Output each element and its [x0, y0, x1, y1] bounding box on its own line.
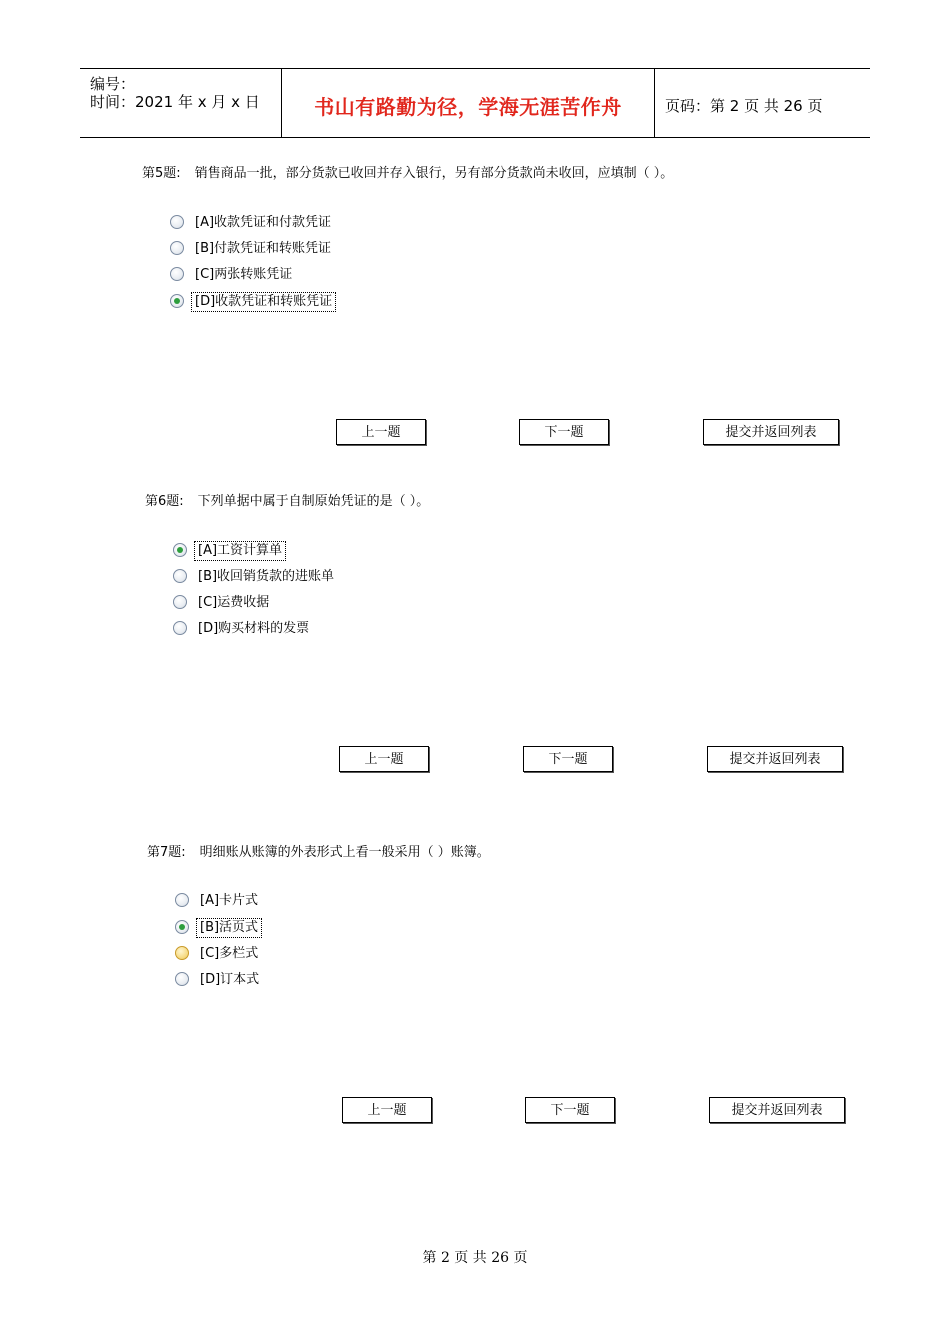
option-label: [B]付款凭证和转账凭证: [195, 241, 332, 256]
question-number: 第6题:: [145, 494, 184, 509]
question-title: [145, 490, 429, 509]
next-question-button[interactable]: 下一题: [525, 1097, 615, 1123]
page-info: 页码：第 2 页 共 26 页: [665, 97, 823, 115]
radio-icon[interactable]: [175, 893, 189, 907]
document-header: [80, 68, 870, 138]
question-title: [142, 162, 673, 181]
question-text: 下列单据中属于自制原始凭证的是（ ）。: [197, 494, 430, 509]
next-question-button[interactable]: 下一题: [523, 746, 613, 772]
radio-selected-icon[interactable]: [173, 543, 187, 557]
motto: 书山有路勤为径，学海无涯苦作舟: [314, 95, 622, 119]
prev-question-button[interactable]: 上一题: [339, 746, 429, 772]
submit-return-button[interactable]: 提交并返回列表: [709, 1097, 845, 1123]
radio-selected-icon[interactable]: [170, 294, 184, 308]
radio-icon[interactable]: [170, 267, 184, 281]
serial-label: 编号：: [90, 75, 136, 93]
next-question-button[interactable]: 下一题: [519, 419, 609, 445]
header-page-cell: [655, 69, 870, 137]
question-number: 第5题:: [142, 166, 181, 181]
radio-icon[interactable]: [173, 569, 187, 583]
header-motto-cell: [281, 69, 655, 137]
option-label: [D]购买材料的发票: [198, 621, 310, 636]
page-footer: 第 2 页 共 26 页: [422, 1250, 528, 1266]
submit-return-button[interactable]: 提交并返回列表: [707, 746, 843, 772]
prev-question-button[interactable]: 上一题: [342, 1097, 432, 1123]
prev-question-button[interactable]: 上一题: [336, 419, 426, 445]
radio-icon[interactable]: [170, 241, 184, 255]
radio-hover-icon[interactable]: [175, 946, 189, 960]
option-label: [C]两张转账凭证: [195, 267, 293, 282]
submit-return-button[interactable]: 提交并返回列表: [703, 419, 839, 445]
radio-selected-icon[interactable]: [175, 920, 189, 934]
header-meta-cell: [80, 69, 280, 137]
radio-icon[interactable]: [173, 595, 187, 609]
option-label: [C]多栏式: [200, 946, 259, 961]
option-label: [A]卡片式: [200, 893, 259, 908]
option-label: [A]收款凭证和付款凭证: [195, 215, 332, 230]
radio-icon[interactable]: [170, 215, 184, 229]
option-label: [D]订本式: [200, 972, 260, 987]
option-label: [D]收款凭证和转账凭证: [192, 293, 335, 311]
question-text: 销售商品一批，部分货款已收回并存入银行，另有部分货款尚未收回，应填制（ ）。: [194, 166, 674, 181]
radio-icon[interactable]: [175, 972, 189, 986]
question-text: 明细账从账簿的外表形式上看一般采用（ ）账簿。: [199, 845, 490, 860]
option-label: [B]活页式: [197, 919, 261, 937]
option-label: [B]收回销货款的进账单: [198, 569, 335, 584]
option-label: [C]运费收据: [198, 595, 270, 610]
question-number: 第7题:: [147, 845, 186, 860]
radio-icon[interactable]: [173, 621, 187, 635]
time-label: 时间：2021 年 x 月 x 日: [90, 93, 260, 111]
question-title: [147, 841, 490, 860]
option-label: [A]工资计算单: [195, 542, 285, 560]
